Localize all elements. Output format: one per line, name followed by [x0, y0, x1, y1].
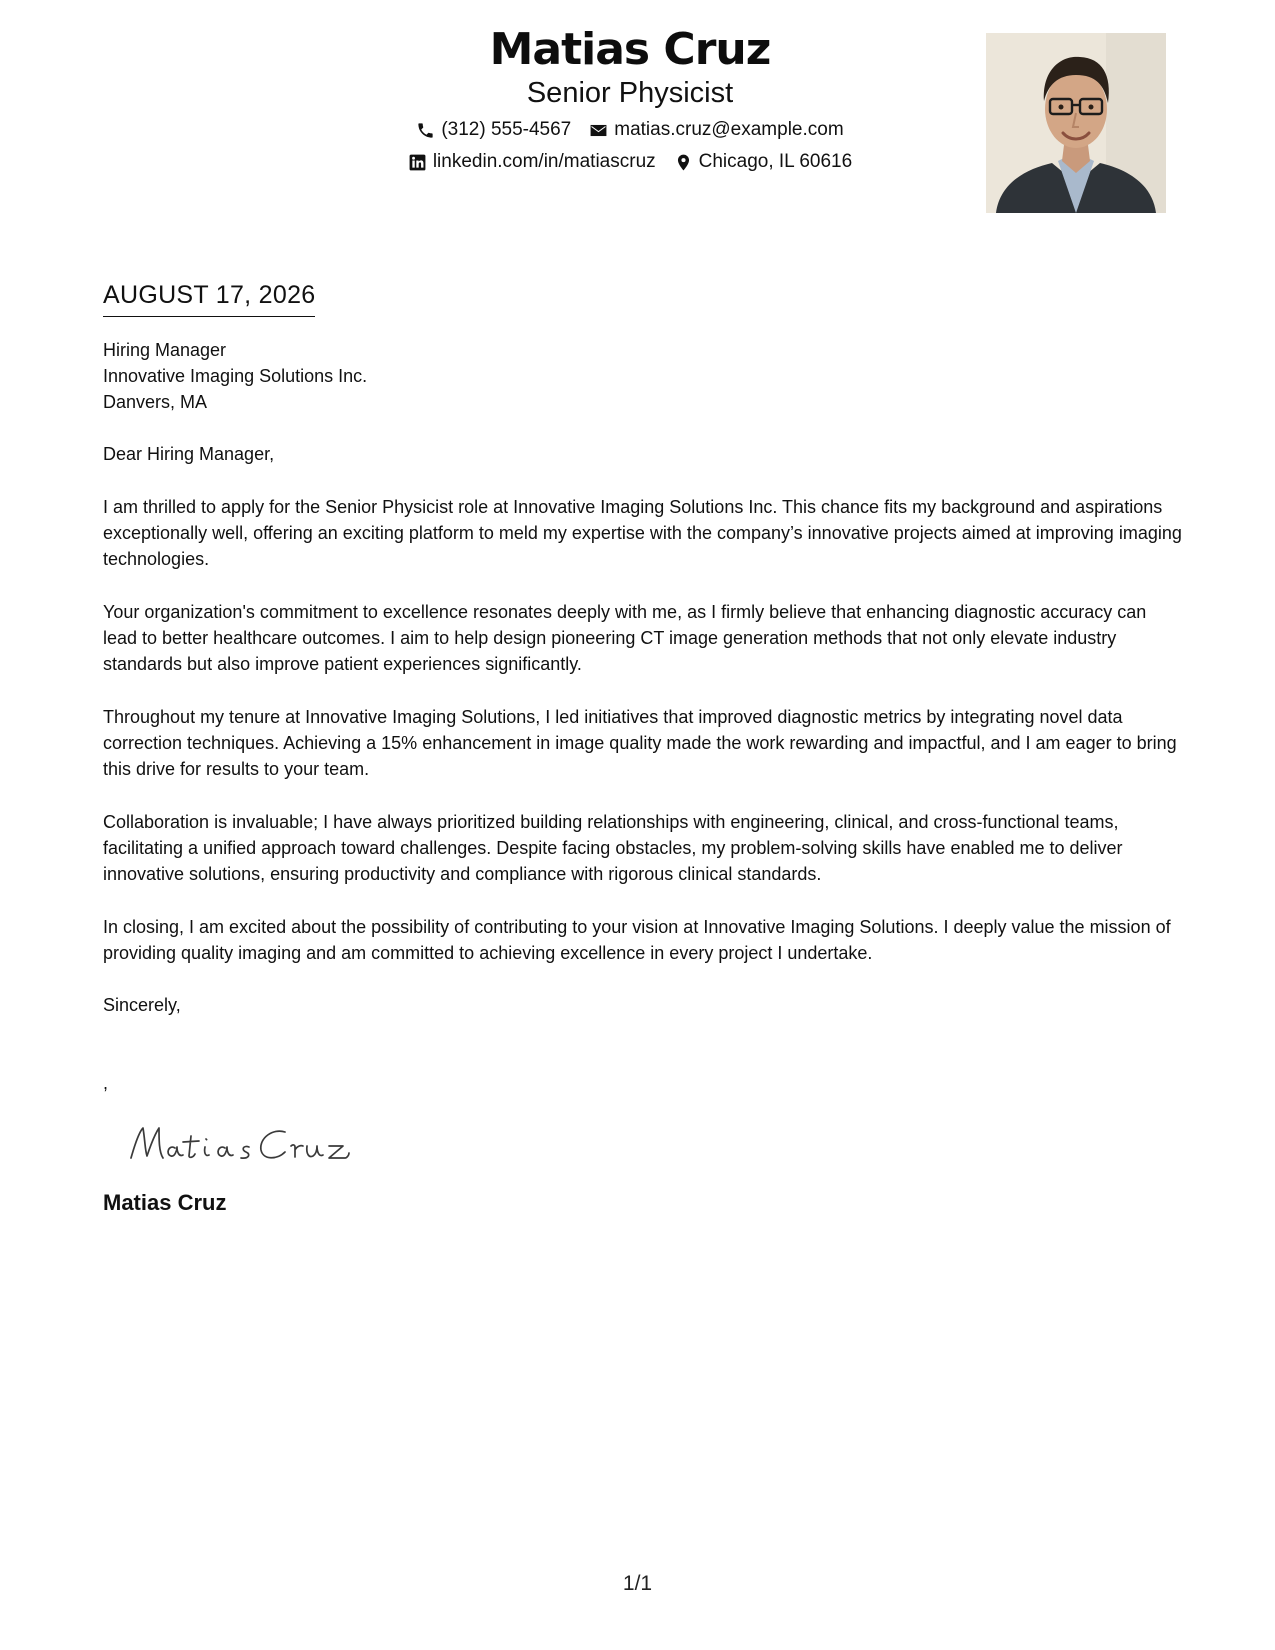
linkedin-text: linkedin.com/in/matiascruz: [432, 151, 656, 172]
letter-date: AUGUST 17, 2026: [103, 278, 315, 317]
body-paragraph-4: Collaboration is invaluable; I have always prioritized building relationships with engineering, clinical, and cross-functional teams, facilitating a unified approach toward challenges. Despite facing obstacles, my problem-solving skills have enabled me to deliver innovative solutions, ensuring productivity and compliance with rigorous clinical standards.: [103, 812, 1123, 884]
phone-icon: [416, 121, 435, 140]
map-pin-icon: [674, 153, 693, 172]
page-number: 1/1: [622, 1572, 653, 1595]
contact-location: [674, 150, 853, 174]
handwritten-signature: [125, 1114, 355, 1174]
body-paragraph-2: Your organization's commitment to excellence resonates deeply with me, as I firmly believe that enhancing diagnostic accuracy can lead to better healthcare outcomes. I aim to help design pioneering CT image generation methods that not only elevate industry standards but also improve patient experiences significantly.: [103, 602, 1147, 674]
location-text: Chicago, IL 60616: [698, 151, 853, 172]
linkedin-icon: [408, 153, 427, 172]
signer-name: Matias Cruz: [103, 1190, 227, 1215]
recipient-company: Innovative Imaging Solutions Inc.: [103, 366, 368, 386]
contact-email[interactable]: [589, 118, 843, 142]
closing: Sincerely,: [103, 995, 181, 1015]
recipient-role: Hiring Manager: [103, 340, 227, 360]
recipient-block: [103, 337, 1183, 415]
applicant-photo: [986, 33, 1166, 213]
body-paragraph-3: Throughout my tenure at Innovative Imaging Solutions, I led initiatives that improved diagnostic metrics by integrating novel data correction techniques. Achieving a 15% enhancement in image quality made the work rewarding and impactful, and I am eager to bring this drive for results to your team.: [103, 707, 1177, 779]
recipient-location: Danvers, MA: [103, 392, 208, 412]
body-paragraph-1: I am thrilled to apply for the Senior Physicist role at Innovative Imaging Solutions Inc. This chance fits my background and aspirations exceptionally well, offering an exciting platform to meld my expertise with the company’s innovative projects aimed at improving imaging technologies.: [103, 497, 1182, 569]
letter-body: [103, 278, 1183, 1218]
contact-linkedin[interactable]: [408, 150, 656, 174]
email-text: matias.cruz@example.com: [614, 119, 844, 140]
phone-text: (312) 555-4567: [441, 119, 572, 140]
applicant-name: Matias Cruz: [489, 24, 771, 75]
contact-phone[interactable]: [416, 118, 571, 142]
envelope-icon: [589, 121, 608, 140]
comma-line: ,: [103, 1073, 109, 1093]
salutation: Dear Hiring Manager,: [103, 444, 275, 464]
body-paragraph-5: In closing, I am excited about the possibility of contributing to your vision at Innovative Imaging Solutions. I deeply value the mission of providing quality imaging and am committed to achieving excellence in every project I undertake.: [103, 917, 1171, 963]
applicant-title: Senior Physicist: [526, 77, 734, 109]
